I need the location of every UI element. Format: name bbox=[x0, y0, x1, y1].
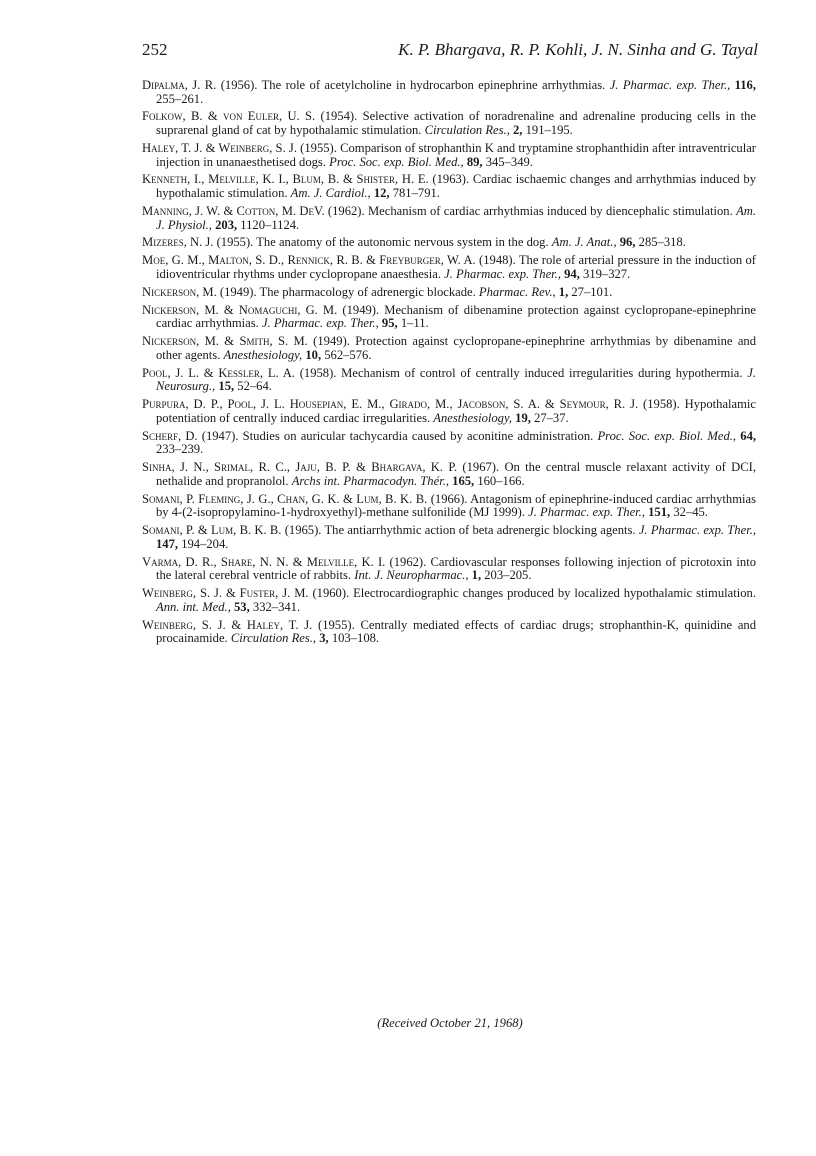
reference-pages: 203–205. bbox=[481, 568, 532, 583]
reference-authors: Sinha, J. N., Srimal, R. C., Jaju, B. P. & Bhargava, K. P. bbox=[142, 460, 458, 475]
reference-year: (1958). bbox=[294, 365, 337, 380]
reference-year: (1958). bbox=[638, 397, 680, 412]
reference-journal: Am. J. Physiol., bbox=[156, 203, 756, 232]
reference-pages: 32–45. bbox=[670, 505, 708, 520]
reference-volume: 95, bbox=[378, 316, 398, 331]
reference-entry bbox=[142, 236, 756, 250]
reference-year: (1965). bbox=[281, 523, 322, 538]
reference-pages: 27–101. bbox=[568, 284, 613, 299]
reference-title: Mechanism of cardiac arrhythmias induced by diencephalic stimulation. bbox=[364, 203, 737, 218]
reference-entry bbox=[142, 142, 756, 169]
reference-journal: Circulation Res., bbox=[230, 631, 317, 646]
reference-pages: 562–576. bbox=[321, 347, 372, 362]
reference-authors: Somani, P. & Lum, B. K. B. bbox=[142, 523, 282, 538]
reference-authors: Weinberg, S. J. & Haley, T. J. bbox=[142, 617, 313, 632]
reference-year: (1963). bbox=[428, 172, 470, 187]
reference-journal: J. Pharmac. exp. Ther., bbox=[528, 505, 645, 520]
reference-year: (1956). bbox=[216, 78, 258, 92]
reference-pages: 194–204. bbox=[178, 536, 229, 551]
reference-authors: Scherf, D. bbox=[142, 428, 198, 443]
reference-year: (1947). bbox=[197, 428, 239, 443]
reference-volume: 116, bbox=[730, 78, 757, 92]
reference-title: The role of arterial pressure in the induction of idioventricular rhythms under cyclopropane anaesthesia. bbox=[156, 253, 756, 281]
reference-title: Studies on auricular tachycardia caused by aconitine administration. bbox=[238, 428, 598, 443]
reference-authors: Dipalma, J. R. bbox=[142, 78, 217, 92]
reference-year: (1949). bbox=[216, 284, 257, 299]
reference-volume: 96, bbox=[616, 235, 636, 250]
reference-journal: Anesthesiology, bbox=[433, 410, 512, 425]
reference-volume: 2, bbox=[509, 123, 523, 138]
reference-title: The anatomy of the autonomic nervous system in the dog. bbox=[253, 235, 552, 250]
reference-journal: Int. J. Neuropharmac., bbox=[354, 568, 469, 583]
reference-title: Electrocardiographic changes produced by localized hypothalamic stimulation. bbox=[349, 586, 756, 601]
reference-authors: Mizeres, N. J. bbox=[142, 235, 214, 250]
reference-year: (1955). bbox=[296, 140, 337, 155]
reference-entry bbox=[142, 619, 756, 646]
reference-title: Centrally mediated effects of cardiac drugs; strophanthin-K, quinidine and procainamide. bbox=[156, 617, 757, 646]
reference-pages: 332–341. bbox=[249, 599, 301, 614]
reference-volume: 94, bbox=[560, 266, 580, 281]
reference-year: (1960). bbox=[308, 586, 350, 601]
reference-volume: 147, bbox=[156, 536, 179, 551]
reference-journal: Proc. Soc. exp. Biol. Med., bbox=[597, 428, 737, 443]
reference-volume: 10, bbox=[302, 347, 322, 362]
reference-journal: Am. J. Anat., bbox=[551, 235, 617, 250]
reference-entry bbox=[142, 205, 756, 232]
reference-pages: 1–11. bbox=[397, 316, 429, 331]
reference-volume: 15, bbox=[215, 379, 235, 394]
reference-pages: 160–166. bbox=[474, 473, 525, 488]
reference-volume: 1, bbox=[468, 568, 482, 583]
reference-year: (1949). bbox=[337, 302, 380, 317]
reference-pages: 781–791. bbox=[389, 186, 440, 201]
reference-authors: Pool, J. L. & Kessler, L. A. bbox=[142, 365, 295, 380]
reference-authors: Varma, D. R., Share, N. N. & Melville, K. I. bbox=[142, 554, 386, 569]
reference-pages: 285–318. bbox=[635, 235, 686, 250]
reference-journal: J. Pharmac. exp. Ther., bbox=[261, 316, 379, 331]
reference-journal: J. Pharmac. exp. Ther., bbox=[444, 266, 561, 281]
reference-year: (1962). bbox=[385, 554, 427, 569]
reference-entry bbox=[142, 110, 756, 137]
reference-entry bbox=[142, 524, 756, 551]
received-date: (Received October 21, 1968) bbox=[377, 1016, 523, 1030]
reference-title: Antagonism of epinephrine-induced cardiac arrhythmias by 4-(2-isopropylamino-1-hydroxyethyl)-methane sulfonilide (MJ 1999). bbox=[156, 491, 756, 520]
reference-pages: 27–37. bbox=[530, 410, 569, 425]
reference-authors: Nickerson, M. & Smith, S. M. bbox=[142, 334, 308, 349]
reference-title: Mechanism of control of centrally induced irregularities during hypothermia. bbox=[336, 365, 748, 380]
reference-journal: Anesthesiology, bbox=[223, 347, 303, 362]
reference-entry bbox=[142, 173, 756, 200]
page-number: 252 bbox=[142, 40, 168, 59]
reference-pages: 103–108. bbox=[328, 631, 380, 646]
reference-authors: Moe, G. M., Malton, S. D., Rennick, R. B. & Freyburger, W. A. bbox=[142, 253, 476, 268]
reference-entry bbox=[142, 254, 756, 281]
reference-volume: 64, bbox=[736, 428, 757, 443]
reference-volume: 53, bbox=[230, 599, 250, 614]
reference-pages: 345–349. bbox=[482, 154, 533, 169]
reference-pages: 319–327. bbox=[579, 266, 631, 281]
reference-pages: 1120–1124. bbox=[237, 217, 300, 232]
reference-volume: 3, bbox=[316, 631, 329, 646]
reference-authors: Weinberg, S. J. & Fuster, J. M. bbox=[142, 586, 309, 601]
reference-journal: Ann. int. Med., bbox=[156, 599, 231, 614]
running-head-authors: K. P. Bhargava, R. P. Kohli, J. N. Sinha and G. Tayal bbox=[398, 40, 758, 59]
reference-authors: Purpura, D. P., Pool, J. L. Housepian, E. M., Girado, M., Jacobson, S. A. & Seymour, R. J. bbox=[142, 397, 639, 412]
reference-entry bbox=[142, 286, 756, 300]
reference-entry bbox=[142, 304, 756, 331]
reference-year: (1955). bbox=[213, 235, 254, 250]
reference-volume: 151, bbox=[644, 505, 671, 520]
reference-volume: 89, bbox=[463, 154, 483, 169]
reference-authors: Haley, T. J. & Weinberg, S. J. bbox=[142, 140, 297, 155]
reference-journal: Pharmac. Rev., bbox=[478, 284, 556, 299]
reference-title: Comparison of strophanthin K and tryptamine strophanthidin after intraventricular injection in unanaesthetised dogs. bbox=[156, 140, 757, 169]
reference-title: On the central muscle relaxant activity of DCI, nethalide and propranolol. bbox=[156, 460, 757, 488]
reference-authors: Manning, J. W. & Cotton, M. DeV. bbox=[142, 203, 325, 218]
reference-entry bbox=[142, 430, 756, 457]
reference-year: (1955). bbox=[312, 617, 355, 632]
reference-year: (1949). bbox=[307, 334, 350, 349]
reference-pages: 255–261. bbox=[156, 91, 204, 106]
reference-title: Protection against cyclopropane-epinephrine arrhythmias by dibenamine and other agents. bbox=[156, 334, 757, 362]
reference-entry bbox=[142, 398, 756, 425]
reference-volume: 1, bbox=[555, 284, 569, 299]
reference-entry bbox=[142, 493, 756, 520]
reference-title: Cardiovascular responses following injection of picrotoxin into the lateral cerebral ventricle of rabbits. bbox=[156, 554, 756, 583]
reference-year: (1966). bbox=[427, 491, 468, 506]
reference-title: The antiarrhythmic action of beta adrenergic blocking agents. bbox=[321, 523, 639, 538]
reference-authors: Somani, P. Fleming, J. G., Chan, G. K. & Lum, B. K. B. bbox=[142, 491, 428, 506]
reference-year: (1967). bbox=[457, 460, 500, 475]
reference-year: (1948). bbox=[475, 253, 516, 268]
reference-pages: 52–64. bbox=[234, 379, 272, 394]
reference-list bbox=[142, 79, 756, 650]
reference-authors: Nickerson, M. bbox=[142, 284, 217, 299]
reference-journal: J. Pharmac. exp. Ther., bbox=[609, 78, 731, 92]
reference-entry bbox=[142, 556, 756, 583]
reference-title: Mechanism of dibenamine protection against cyclopropane-epinephrine cardiac arrhythmias. bbox=[156, 302, 757, 331]
reference-entry bbox=[142, 367, 756, 394]
reference-journal: J. Pharmac. exp. Ther., bbox=[638, 523, 756, 538]
reference-journal: Proc. Soc. exp. Biol. Med., bbox=[329, 154, 464, 169]
reference-authors: Kenneth, I., Melville, K. I., Blum, B. & Shister, H. E. bbox=[142, 172, 429, 187]
reference-title: The pharmacology of adrenergic blockade. bbox=[256, 284, 479, 299]
reference-title: Selective activation of noradrenaline and adrenaline producing cells in the suprarenal gland of cat by hypothalamic stimulation. bbox=[156, 109, 756, 138]
reference-pages: 191–195. bbox=[522, 123, 573, 138]
reference-entry bbox=[142, 79, 756, 106]
reference-journal: J. Neurosurg., bbox=[156, 365, 756, 394]
reference-year: (1954). bbox=[315, 109, 358, 124]
reference-journal: Archs int. Pharmacodyn. Thér., bbox=[291, 473, 449, 488]
reference-entry bbox=[142, 461, 756, 488]
reference-title: Hypothalamic potentiation of centrally induced cardiac irregularities. bbox=[156, 397, 757, 425]
reference-pages: 233–239. bbox=[156, 442, 204, 457]
reference-entry bbox=[142, 587, 756, 614]
reference-year: (1962). bbox=[324, 203, 365, 218]
reference-volume: 165, bbox=[449, 473, 475, 488]
reference-entry bbox=[142, 335, 756, 362]
reference-volume: 12, bbox=[370, 186, 390, 201]
reference-title: The role of acetylcholine in hydrocarbon epinephrine arrhythmias. bbox=[257, 78, 610, 92]
reference-journal: Circulation Res., bbox=[424, 123, 510, 138]
reference-volume: 203, bbox=[211, 217, 238, 232]
running-header bbox=[142, 40, 758, 66]
reference-authors: Folkow, B. & von Euler, U. S. bbox=[142, 109, 316, 124]
reference-title: Cardiac ischaemic changes and arrhythmias induced by hypothalamic stimulation. bbox=[156, 172, 757, 201]
reference-journal: Am. J. Cardiol., bbox=[290, 186, 371, 201]
reference-authors: Nickerson, M. & Nomaguchi, G. M. bbox=[142, 302, 338, 317]
reference-volume: 19, bbox=[512, 410, 531, 425]
